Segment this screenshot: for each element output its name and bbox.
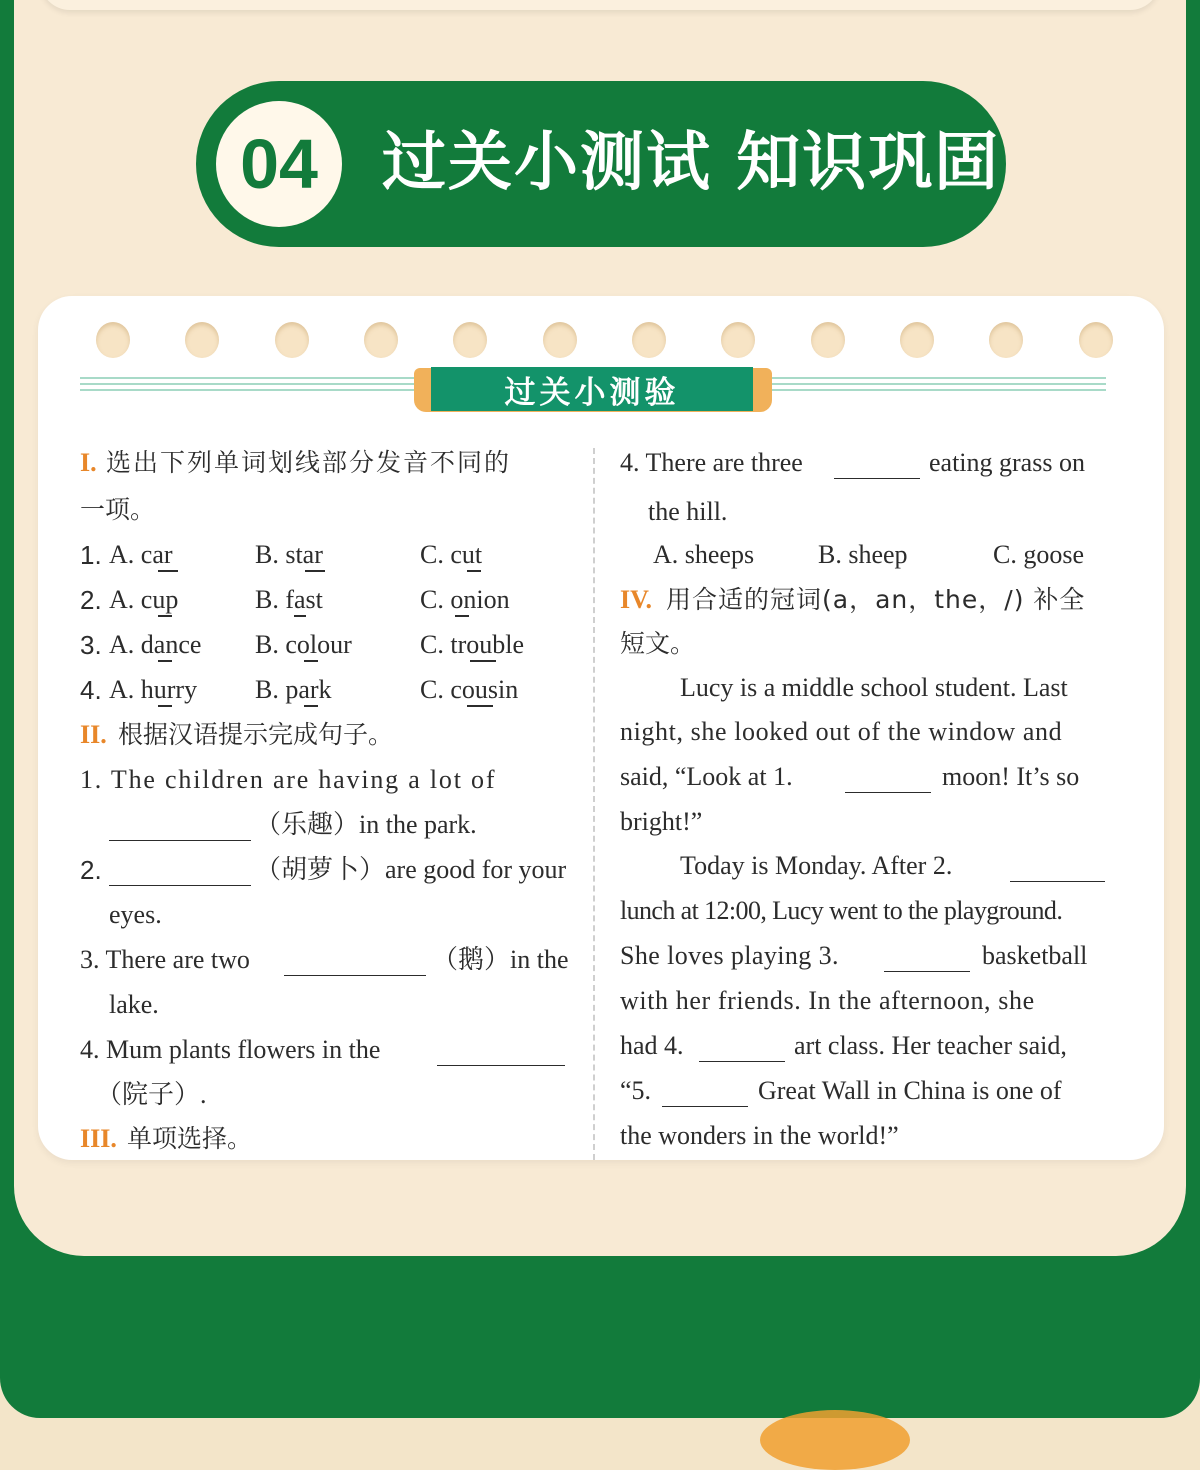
item-number: 2. (80, 585, 102, 615)
question-hint: （胡萝卜）are good for your (255, 855, 567, 884)
passage-line: the wonders in the world!” (620, 1121, 899, 1150)
question-text: eyes. (109, 900, 162, 929)
section-1-title-cont: 一项。 (80, 495, 156, 524)
answer-blank (437, 1065, 565, 1066)
item-number: 1. (80, 540, 102, 570)
top-strip (40, 0, 1160, 10)
pronunciation-underline (158, 660, 172, 662)
pronunciation-underline (304, 705, 318, 707)
option-b: B. colour (255, 630, 352, 659)
pronunciation-underline (467, 570, 481, 572)
section-4-number: IV. (620, 585, 653, 614)
answer-blank (884, 971, 970, 972)
passage-line: Lucy is a middle school student. Last (680, 673, 1068, 702)
answer-blank (845, 792, 931, 793)
passage-line: “5. (620, 1076, 652, 1105)
option-a: A. sheeps (653, 540, 755, 569)
question-number: 2. (80, 855, 102, 885)
section-1-title: 选出下列单词划线部分发音不同的 (106, 448, 512, 477)
question-text: lake. (109, 990, 159, 1019)
option-c: C. goose (993, 540, 1084, 569)
binder-hole (96, 322, 130, 358)
passage-line: moon! It’s so (942, 762, 1080, 791)
section-3-title: 单项选择。 (127, 1124, 253, 1153)
binder-hole (811, 322, 845, 358)
question-hint: （院子）. (96, 1080, 207, 1109)
binder-hole (275, 322, 309, 358)
passage-line: had 4. (620, 1031, 684, 1060)
binder-hole (453, 322, 487, 358)
option-c: C. cousin (420, 675, 519, 704)
option-c: C. onion (420, 585, 510, 614)
pronunciation-underline (305, 570, 325, 572)
banner-title: 过关小测试 知识巩固 (382, 126, 1001, 200)
section-4-title-cont: 短文。 (620, 629, 696, 658)
question-text: 1. The children are having a lot of (80, 765, 497, 794)
pronunciation-underline (304, 660, 318, 662)
pronunciation-underline (158, 615, 172, 617)
passage-line: art class. Her teacher said, (794, 1031, 1067, 1060)
option-a: A. cup (109, 585, 179, 614)
passage-line: night, she looked out of the window and (620, 717, 1063, 746)
question-hint: （乐趣）in the park. (255, 810, 477, 839)
quiz-tag: 过关小测验 (431, 367, 753, 411)
question-text: 4. There are three (620, 448, 803, 477)
question-text: the hill. (648, 497, 728, 526)
section-1-number: I. (80, 448, 97, 477)
question-text: eating grass on (929, 448, 1085, 477)
question-text: 3. There are two (80, 945, 250, 974)
answer-blank (1010, 881, 1105, 882)
pronunciation-underline (294, 615, 306, 617)
option-a: A. hurry (109, 675, 198, 704)
pronunciation-underline (467, 705, 493, 707)
passage-line: bright!” (620, 807, 703, 836)
pronunciation-underline (455, 615, 469, 617)
binder-hole (900, 322, 934, 358)
question-hint: （鹅）in the (432, 945, 569, 974)
item-number: 4. (80, 675, 102, 705)
option-b: B. fast (255, 585, 323, 614)
binder-hole (721, 322, 755, 358)
column-divider (593, 448, 595, 1160)
passage-line: with her friends. In the afternoon, she (620, 986, 1035, 1015)
option-c: C. cut (420, 540, 483, 569)
answer-blank (699, 1061, 785, 1062)
option-b: B. sheep (818, 540, 908, 569)
question-text: 4. Mum plants flowers in the (80, 1035, 381, 1064)
option-b: B. park (255, 675, 332, 704)
passage-line: She loves playing 3. (620, 941, 839, 970)
section-4-title: 用合适的冠词(a，an，the，/) 补全 (666, 585, 1086, 614)
pronunciation-underline (470, 660, 496, 662)
section-2-title: 根据汉语提示完成句子。 (118, 720, 394, 749)
item-number: 3. (80, 630, 102, 660)
option-a: A. car (109, 540, 173, 569)
binder-hole (989, 322, 1023, 358)
binder-hole (543, 322, 577, 358)
answer-blank (662, 1106, 748, 1107)
answer-blank (284, 975, 426, 976)
answer-blank (109, 840, 251, 841)
section-3-number: III. (80, 1124, 117, 1153)
binder-hole (364, 322, 398, 358)
binder-hole (185, 322, 219, 358)
passage-line: said, “Look at 1. (620, 762, 793, 791)
binder-hole (1079, 322, 1113, 358)
banner-number: 04 (216, 101, 342, 227)
passage-line: basketball (982, 941, 1088, 970)
passage-line: lunch at 12:00, Lucy went to the playground. (620, 896, 1063, 925)
decorative-glow (760, 1410, 910, 1470)
pronunciation-underline (158, 705, 172, 707)
answer-blank (109, 885, 251, 886)
answer-blank (834, 478, 920, 479)
option-b: B. star (255, 540, 323, 569)
pronunciation-underline (158, 570, 178, 572)
binder-hole (632, 322, 666, 358)
passage-line: Today is Monday. After 2. (680, 851, 953, 880)
passage-line: Great Wall in China is one of (758, 1076, 1062, 1105)
option-a: A. dance (109, 630, 202, 659)
section-2-number: II. (80, 720, 107, 749)
option-c: C. trouble (420, 630, 524, 659)
